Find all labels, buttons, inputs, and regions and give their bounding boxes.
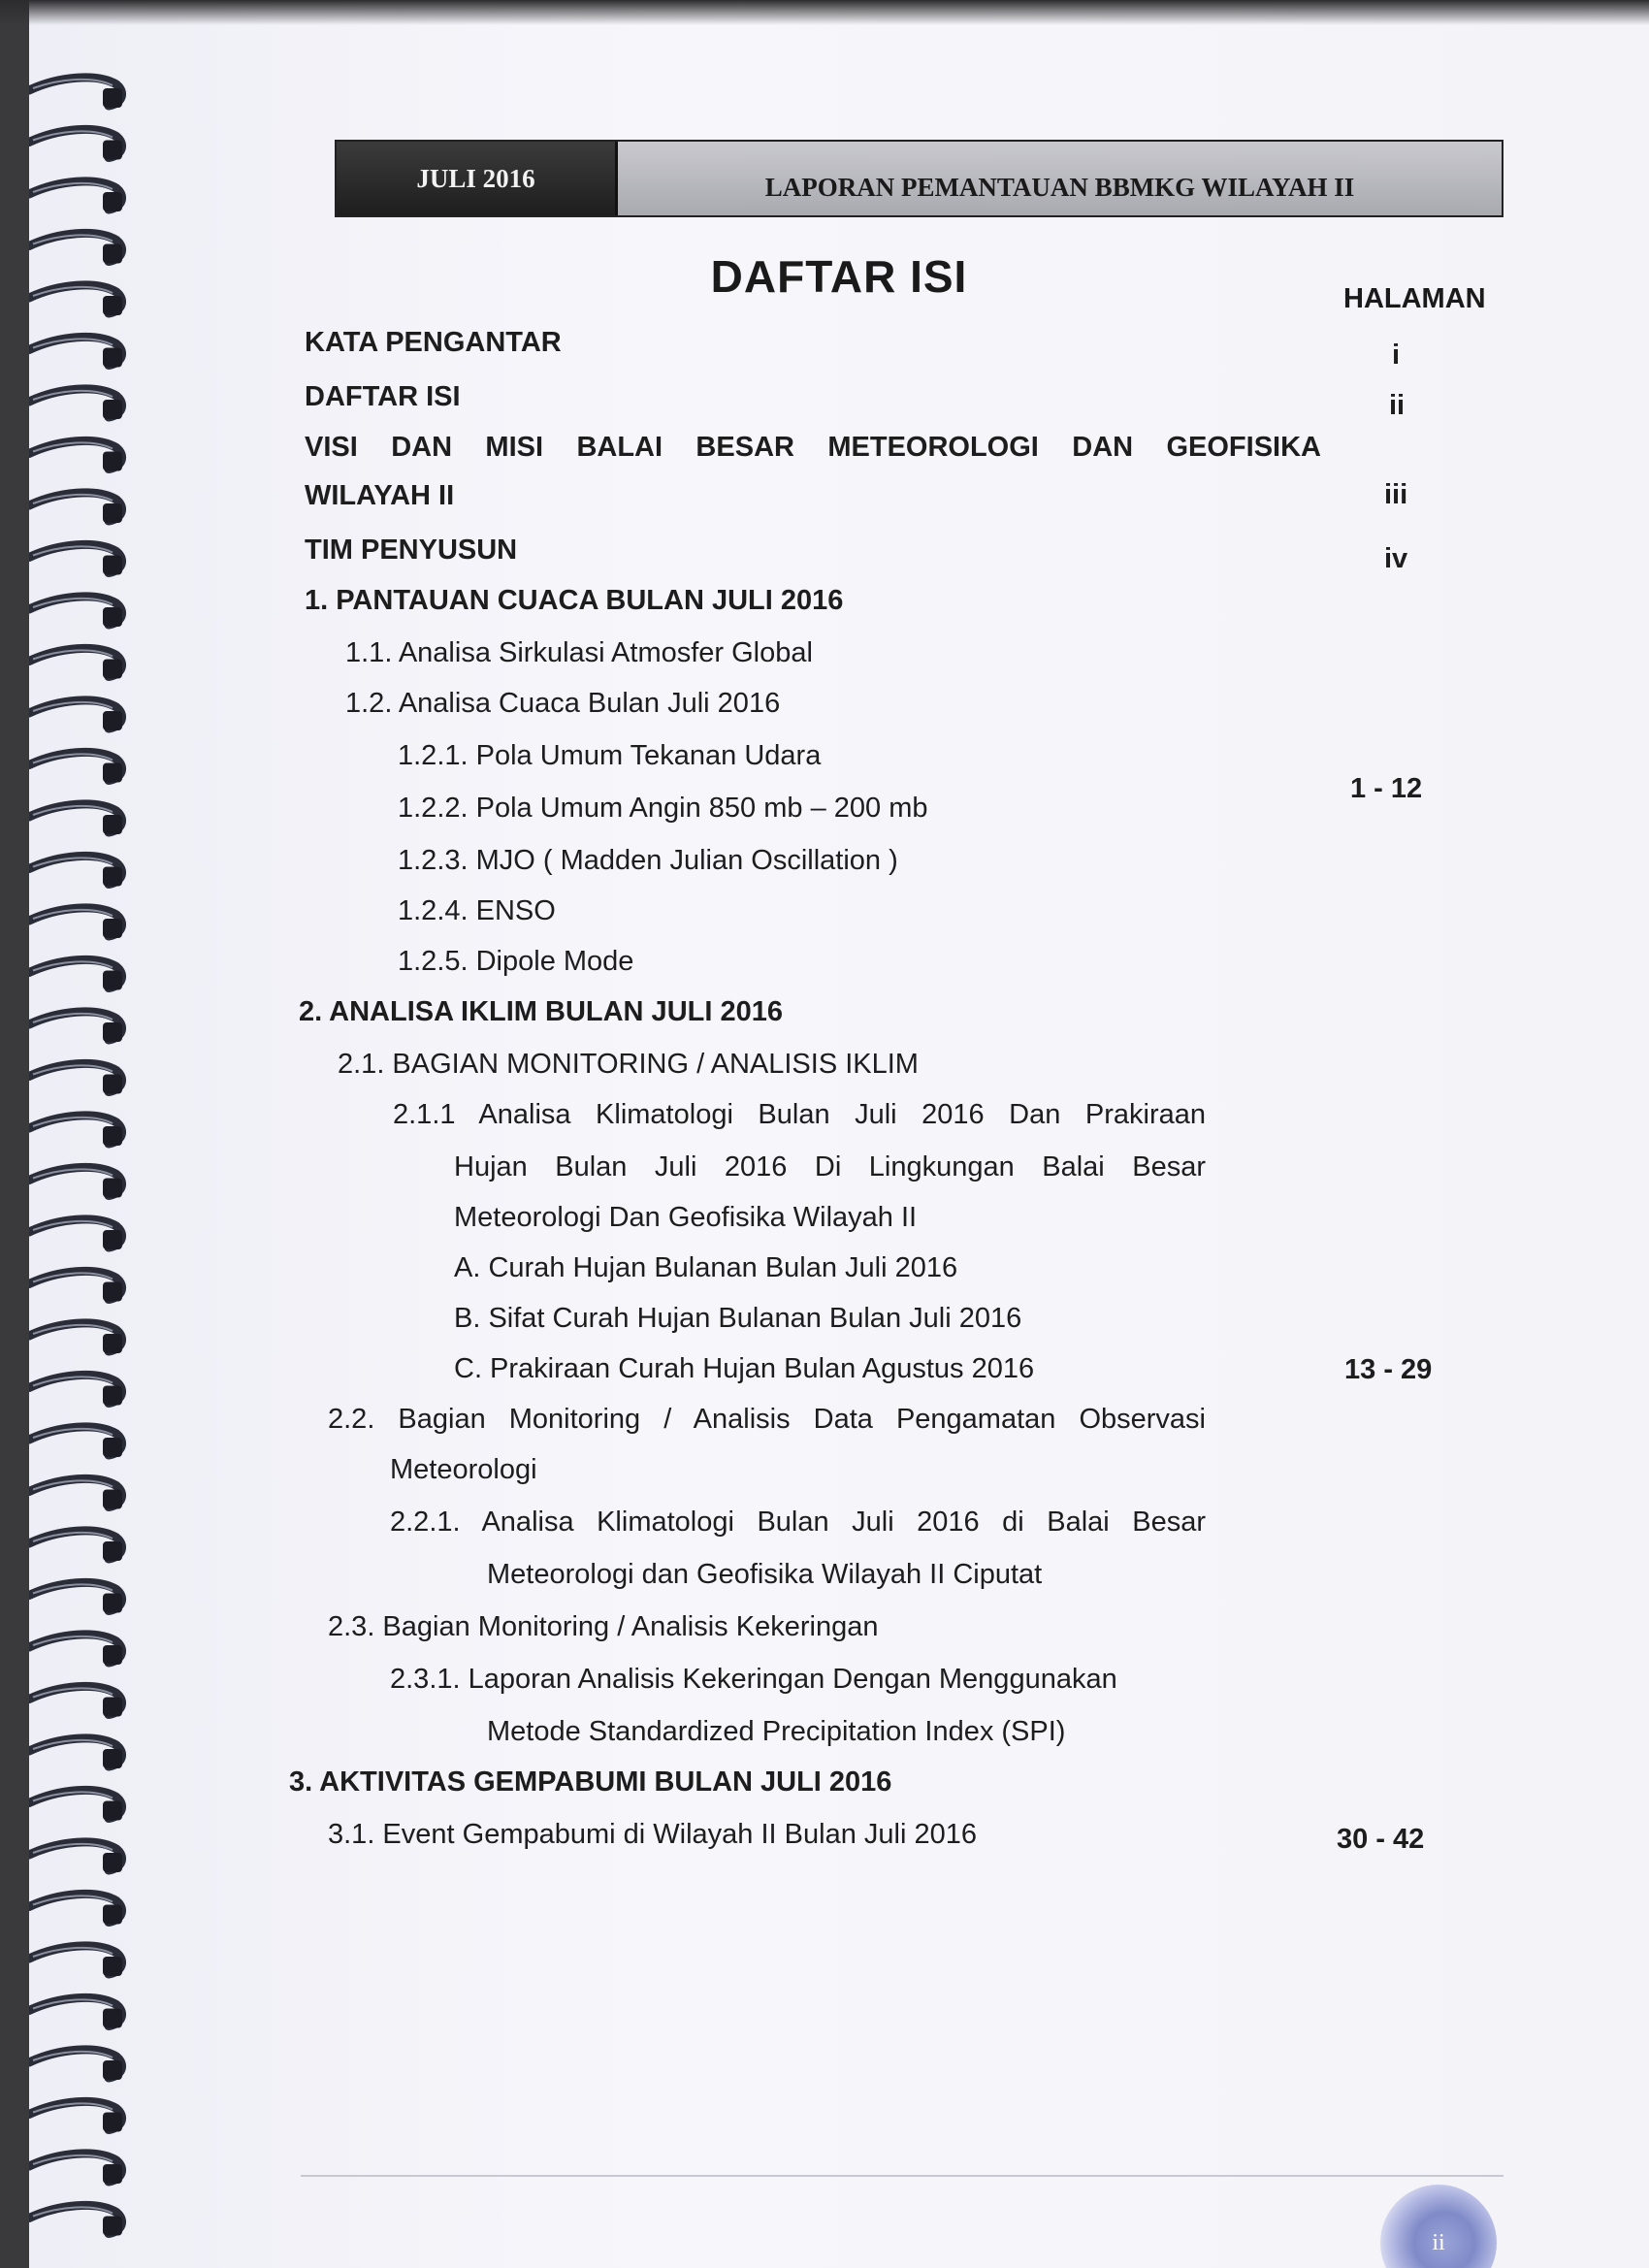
- binding-ring: [29, 544, 122, 574]
- toc-kata-pengantar: KATA PENGANTAR: [305, 327, 562, 358]
- binding-ring: [29, 440, 122, 470]
- toc-tim-penyusun: TIM PENYUSUN: [305, 535, 518, 566]
- binding-ring: [29, 1167, 122, 1197]
- toc-2-1: 2.1. BAGIAN MONITORING / ANALISIS IKLIM: [338, 1049, 919, 1080]
- page-title: DAFTAR ISI: [710, 251, 968, 302]
- toc-1-2-5: 1.2.5. Dipole Mode: [398, 946, 634, 977]
- binding-ring: [29, 1375, 122, 1405]
- binding-ring: [29, 2050, 122, 2080]
- toc-daftar-isi: DAFTAR ISI: [305, 381, 461, 412]
- toc-2-3: 2.3. Bagian Monitoring / Analisis Kekeringan: [328, 1611, 879, 1642]
- binding-ring: [29, 648, 122, 678]
- binding-ring: [29, 181, 122, 211]
- toc-1-1: 1.1. Analisa Sirkulasi Atmosfer Global: [345, 637, 813, 668]
- binding-ring: [29, 337, 122, 367]
- binding-ring: [29, 752, 122, 782]
- binding-ring: [29, 129, 122, 159]
- toc-1-2-4: 1.2.4. ENSO: [398, 895, 556, 926]
- scan-shadow: [0, 0, 1649, 25]
- toc-2-1-1: 2.1.1 Analisa Klimatologi Bulan Juli 2016 Dan Prakiraan: [393, 1099, 1206, 1130]
- document-page: [29, 0, 1649, 2268]
- binding-ring: [29, 493, 122, 523]
- toc-2-1-1-c: C. Prakiraan Curah Hujan Bulan Agustus 2016: [454, 1353, 1035, 1384]
- binding-ring: [29, 1271, 122, 1301]
- binding-ring: [29, 1063, 122, 1093]
- binding-ring: [29, 2154, 122, 2184]
- toc-1-2-3: 1.2.3. MJO ( Madden Julian Oscillation ): [398, 845, 898, 876]
- page-section-1: 1 - 12: [1350, 773, 1423, 804]
- toc-2-1-1-b: B. Sifat Curah Hujan Bulanan Bulan Juli 2016: [454, 1303, 1022, 1334]
- toc-2-1-1-cont-1: Hujan Bulan Juli 2016 Di Lingkungan Balai Besar: [454, 1151, 1206, 1183]
- binding-ring: [29, 1946, 122, 1976]
- page-number: ii: [1432, 2229, 1445, 2255]
- binding-ring: [29, 700, 122, 730]
- binding-ring: [29, 1582, 122, 1612]
- binding-ring: [29, 389, 122, 419]
- spiral-binding: [29, 0, 155, 2268]
- binding-ring: [29, 2205, 122, 2235]
- header-date: JULI 2016: [337, 142, 618, 215]
- toc-visi-misi-cont: WILAYAH II: [305, 480, 455, 511]
- header-report-title: LAPORAN PEMANTAUAN BBMKG WILAYAH II: [618, 142, 1502, 215]
- binding-ring: [29, 856, 122, 886]
- binding-ring: [29, 908, 122, 938]
- toc-section-2: 2. ANALISA IKLIM BULAN JULI 2016: [299, 996, 783, 1027]
- toc-2-2-1: 2.2.1. Analisa Klimatologi Bulan Juli 2016 di Balai Besar: [390, 1507, 1206, 1538]
- toc-2-3-1: 2.3.1. Laporan Analisis Kekeringan Dengan Menggunakan: [390, 1664, 1117, 1695]
- footer-rule: [301, 2175, 1504, 2177]
- toc-2-2-cont: Meteorologi: [390, 1454, 537, 1485]
- toc-1-2-1: 1.2.1. Pola Umum Tekanan Udara: [398, 740, 822, 771]
- toc-3-1: 3.1. Event Gempabumi di Wilayah II Bulan Juli 2016: [328, 1819, 977, 1850]
- page-tim-penyusun: iv: [1384, 543, 1408, 574]
- toc-2-1-1-cont-2: Meteorologi Dan Geofisika Wilayah II: [454, 1202, 918, 1233]
- binding-ring: [29, 1842, 122, 1872]
- binding-ring: [29, 1323, 122, 1353]
- toc-2-2-1-cont: Meteorologi dan Geofisika Wilayah II Ciputat: [487, 1559, 1043, 1590]
- binding-ring: [29, 1738, 122, 1768]
- toc-2-2: 2.2. Bagian Monitoring / Analisis Data Pengamatan Observasi: [328, 1404, 1206, 1435]
- report-header: [335, 140, 1504, 217]
- page-kata-pengantar: i: [1392, 340, 1401, 371]
- toc-section-3: 3. AKTIVITAS GEMPABUMI BULAN JULI 2016: [289, 1766, 892, 1798]
- binding-ring: [29, 1219, 122, 1249]
- binding-ring: [29, 804, 122, 834]
- binding-ring: [29, 1478, 122, 1508]
- page-visi-misi: iii: [1384, 479, 1408, 510]
- toc-1-2: 1.2. Analisa Cuaca Bulan Juli 2016: [345, 688, 781, 719]
- toc-section-1: 1. PANTAUAN CUACA BULAN JULI 2016: [305, 585, 844, 616]
- page-column-label: HALAMAN: [1343, 283, 1486, 314]
- binding-ring: [29, 1894, 122, 1924]
- binding-ring: [29, 2101, 122, 2131]
- page-section-2: 13 - 29: [1344, 1354, 1433, 1385]
- toc-visi-misi: VISI DAN MISI BALAI BESAR METEOROLOGI DAN GEOFISIKA: [305, 432, 1321, 463]
- binding-ring: [29, 78, 122, 108]
- binding-ring: [29, 1635, 122, 1665]
- binding-ring: [29, 1686, 122, 1716]
- toc-2-3-1-cont: Metode Standardized Precipitation Index (SPI): [487, 1716, 1066, 1747]
- page-number-badge: [1380, 2185, 1497, 2268]
- binding-ring: [29, 1012, 122, 1042]
- binding-ring: [29, 959, 122, 989]
- binding-ring: [29, 1531, 122, 1561]
- page-daftar-isi: ii: [1389, 390, 1406, 421]
- binding-ring: [29, 1427, 122, 1457]
- binding-ring: [29, 1790, 122, 1820]
- toc-1-2-2: 1.2.2. Pola Umum Angin 850 mb – 200 mb: [398, 793, 928, 824]
- binding-ring: [29, 597, 122, 627]
- page-section-3: 30 - 42: [1337, 1824, 1425, 1855]
- binding-ring: [29, 1997, 122, 2027]
- toc-2-1-1-a: A. Curah Hujan Bulanan Bulan Juli 2016: [454, 1252, 958, 1283]
- binding-ring: [29, 1116, 122, 1146]
